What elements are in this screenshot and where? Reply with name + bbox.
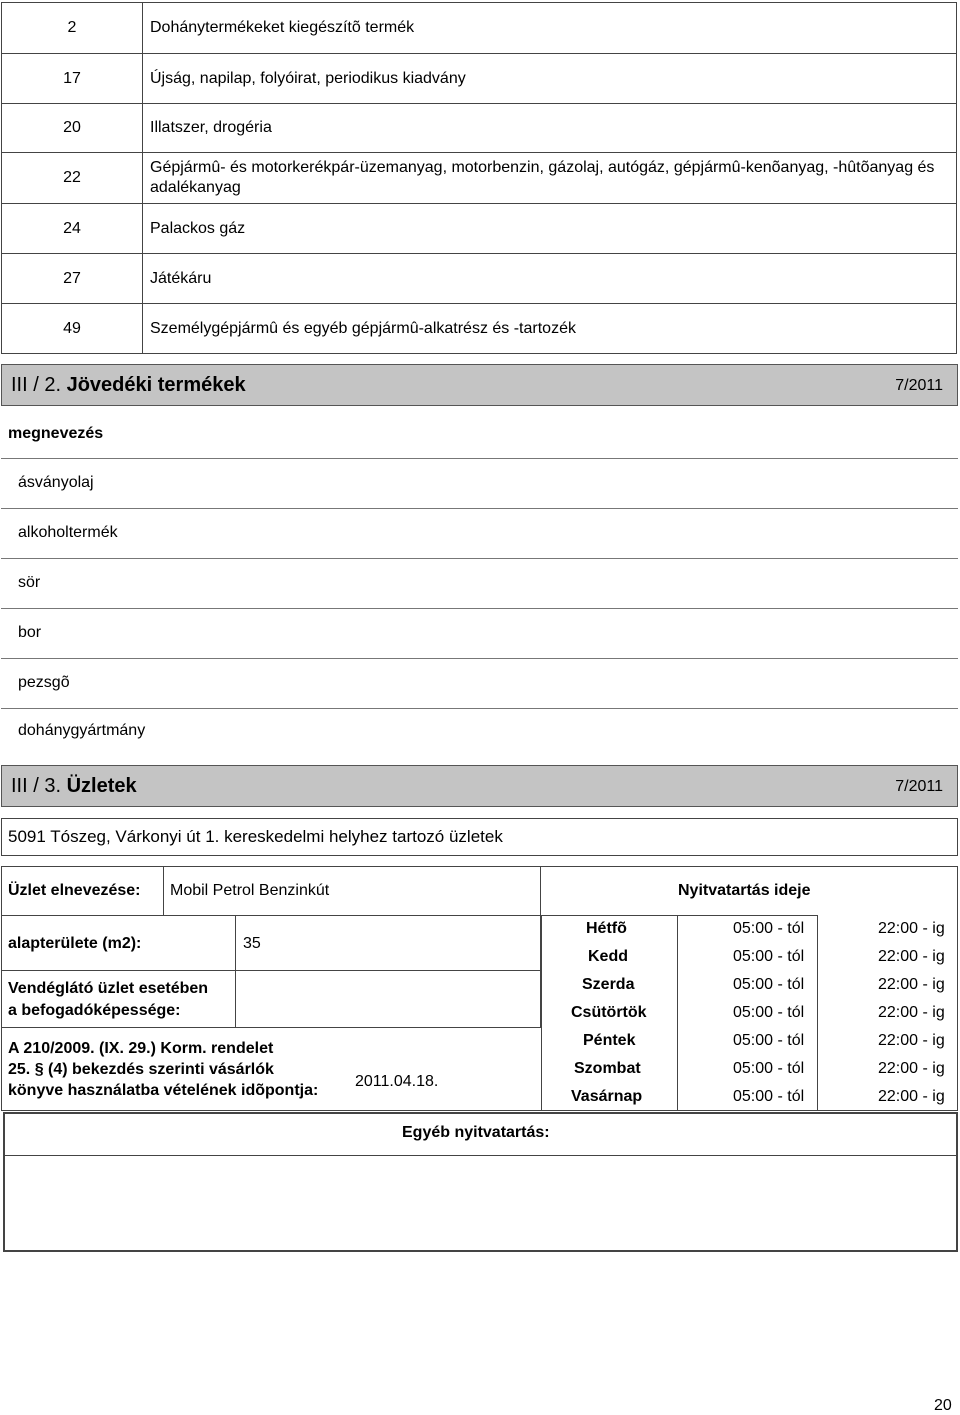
other-hours-label: Egyéb nyitvatartás: xyxy=(402,1124,550,1141)
area-value: 35 xyxy=(243,935,261,952)
shop-name-value: Mobil Petrol Benzinkút xyxy=(170,882,330,899)
closing-time: 22:00 - ig xyxy=(878,1060,945,1077)
address-line: 5091 Tószeg, Várkonyi út 1. kereskedelmi helyhez tartozó üzletek xyxy=(8,827,503,846)
section-date: 7/2011 xyxy=(895,778,943,795)
register-label: A 210/2009. (IX. 29.) Korm. rendelet xyxy=(8,1040,274,1057)
opening-time: 05:00 - tól xyxy=(733,976,805,993)
table-row xyxy=(1,152,957,204)
table-row xyxy=(1,2,957,54)
register-label: 25. § (4) bekezdés szerinti vásárlók xyxy=(8,1061,274,1078)
opening-time: 05:00 - tól xyxy=(733,920,805,937)
opening-time: 05:00 - tól xyxy=(733,948,805,965)
opening-time: 05:00 - tól xyxy=(733,1060,805,1077)
product-name: Újság, napilap, folyóirat, periodikus kiadvány xyxy=(150,69,466,87)
divider xyxy=(1,458,958,459)
product-name: Játékáru xyxy=(150,269,212,287)
closing-time: 22:00 - ig xyxy=(878,1032,945,1049)
table-row xyxy=(1,303,957,354)
section-title xyxy=(11,374,246,397)
table-row xyxy=(1,53,957,104)
capacity-value-cell xyxy=(235,970,541,1028)
divider xyxy=(1,508,958,509)
product-code: 17 xyxy=(2,54,143,103)
section-name: Üzletek xyxy=(66,775,137,797)
capacity-label: Vendéglátó üzlet esetében xyxy=(8,980,209,997)
shops-section-header xyxy=(1,765,958,807)
product-name: Palackos gáz xyxy=(150,219,246,237)
excise-item: alkoholtermék xyxy=(18,524,118,541)
day-label: Hétfõ xyxy=(586,920,627,937)
product-name: Illatszer, drogéria xyxy=(150,119,272,136)
area-label: alapterülete (m2): xyxy=(8,935,142,952)
closing-time: 22:00 - ig xyxy=(878,1004,945,1021)
day-label: Péntek xyxy=(583,1032,636,1049)
divider xyxy=(1,608,958,609)
product-code: 49 xyxy=(2,304,143,353)
divider xyxy=(1,708,958,709)
section-prefix: III / 2. xyxy=(11,374,62,396)
product-name: Személygépjármû és egyéb gépjármû-alkatrész és -tartozék xyxy=(150,319,576,337)
closing-time: 22:00 - ig xyxy=(878,920,945,937)
address-box xyxy=(1,818,958,856)
table-row xyxy=(1,203,957,254)
section-date: 7/2011 xyxy=(895,377,943,394)
product-code: 2 xyxy=(2,3,143,53)
closing-time: 22:00 - ig xyxy=(878,1088,945,1105)
closing-time: 22:00 - ig xyxy=(878,976,945,993)
product-code: 27 xyxy=(2,254,143,303)
excise-item: sör xyxy=(18,574,41,591)
product-code: 22 xyxy=(2,153,143,203)
area-value-cell xyxy=(235,915,541,971)
register-label: könyve használatba vételének idõpontja: xyxy=(8,1082,319,1099)
table-row xyxy=(1,253,957,304)
opening-time: 05:00 - tól xyxy=(733,1088,805,1105)
excise-item: pezsgõ xyxy=(18,674,70,691)
day-label: Vasárnap xyxy=(571,1088,643,1105)
opening-time: 05:00 - tól xyxy=(733,1004,805,1021)
section-prefix: III / 3. xyxy=(11,775,62,797)
product-name: Gépjármû- és motorkerékpár-üzemanyag, motorbenzin, gázolaj, autógáz, gépjármû-kenõanyag, -hûtõanyag és adalékanyag xyxy=(150,159,935,196)
product-code: 20 xyxy=(2,104,143,152)
excise-item: ásványolaj xyxy=(18,474,94,491)
product-name: Dohánytermékeket kiegészítõ termék xyxy=(150,19,415,36)
opening-time: 05:00 - tól xyxy=(733,1032,805,1049)
shop-name-label: Üzlet elnevezése: xyxy=(8,882,141,899)
excise-item: bor xyxy=(18,624,42,641)
excise-column-header: megnevezés xyxy=(8,425,104,442)
product-code: 24 xyxy=(2,204,143,253)
divider xyxy=(1,658,958,659)
day-label: Csütörtök xyxy=(571,1004,647,1021)
page-number: 20 xyxy=(934,1397,952,1414)
excise-section-header xyxy=(1,364,958,406)
capacity-label: a befogadóképessége: xyxy=(8,1002,181,1019)
day-label: Kedd xyxy=(588,948,628,965)
closing-time: 22:00 - ig xyxy=(878,948,945,965)
table-row xyxy=(1,103,957,153)
day-label: Szombat xyxy=(574,1060,641,1077)
section-name: Jövedéki termékek xyxy=(66,374,246,396)
register-date: 2011.04.18. xyxy=(355,1073,439,1090)
divider xyxy=(1,558,958,559)
section-title xyxy=(11,775,137,798)
excise-item: dohánygyártmány xyxy=(18,722,146,739)
hours-header: Nyitvatartás ideje xyxy=(678,882,811,899)
day-label: Szerda xyxy=(582,976,635,993)
